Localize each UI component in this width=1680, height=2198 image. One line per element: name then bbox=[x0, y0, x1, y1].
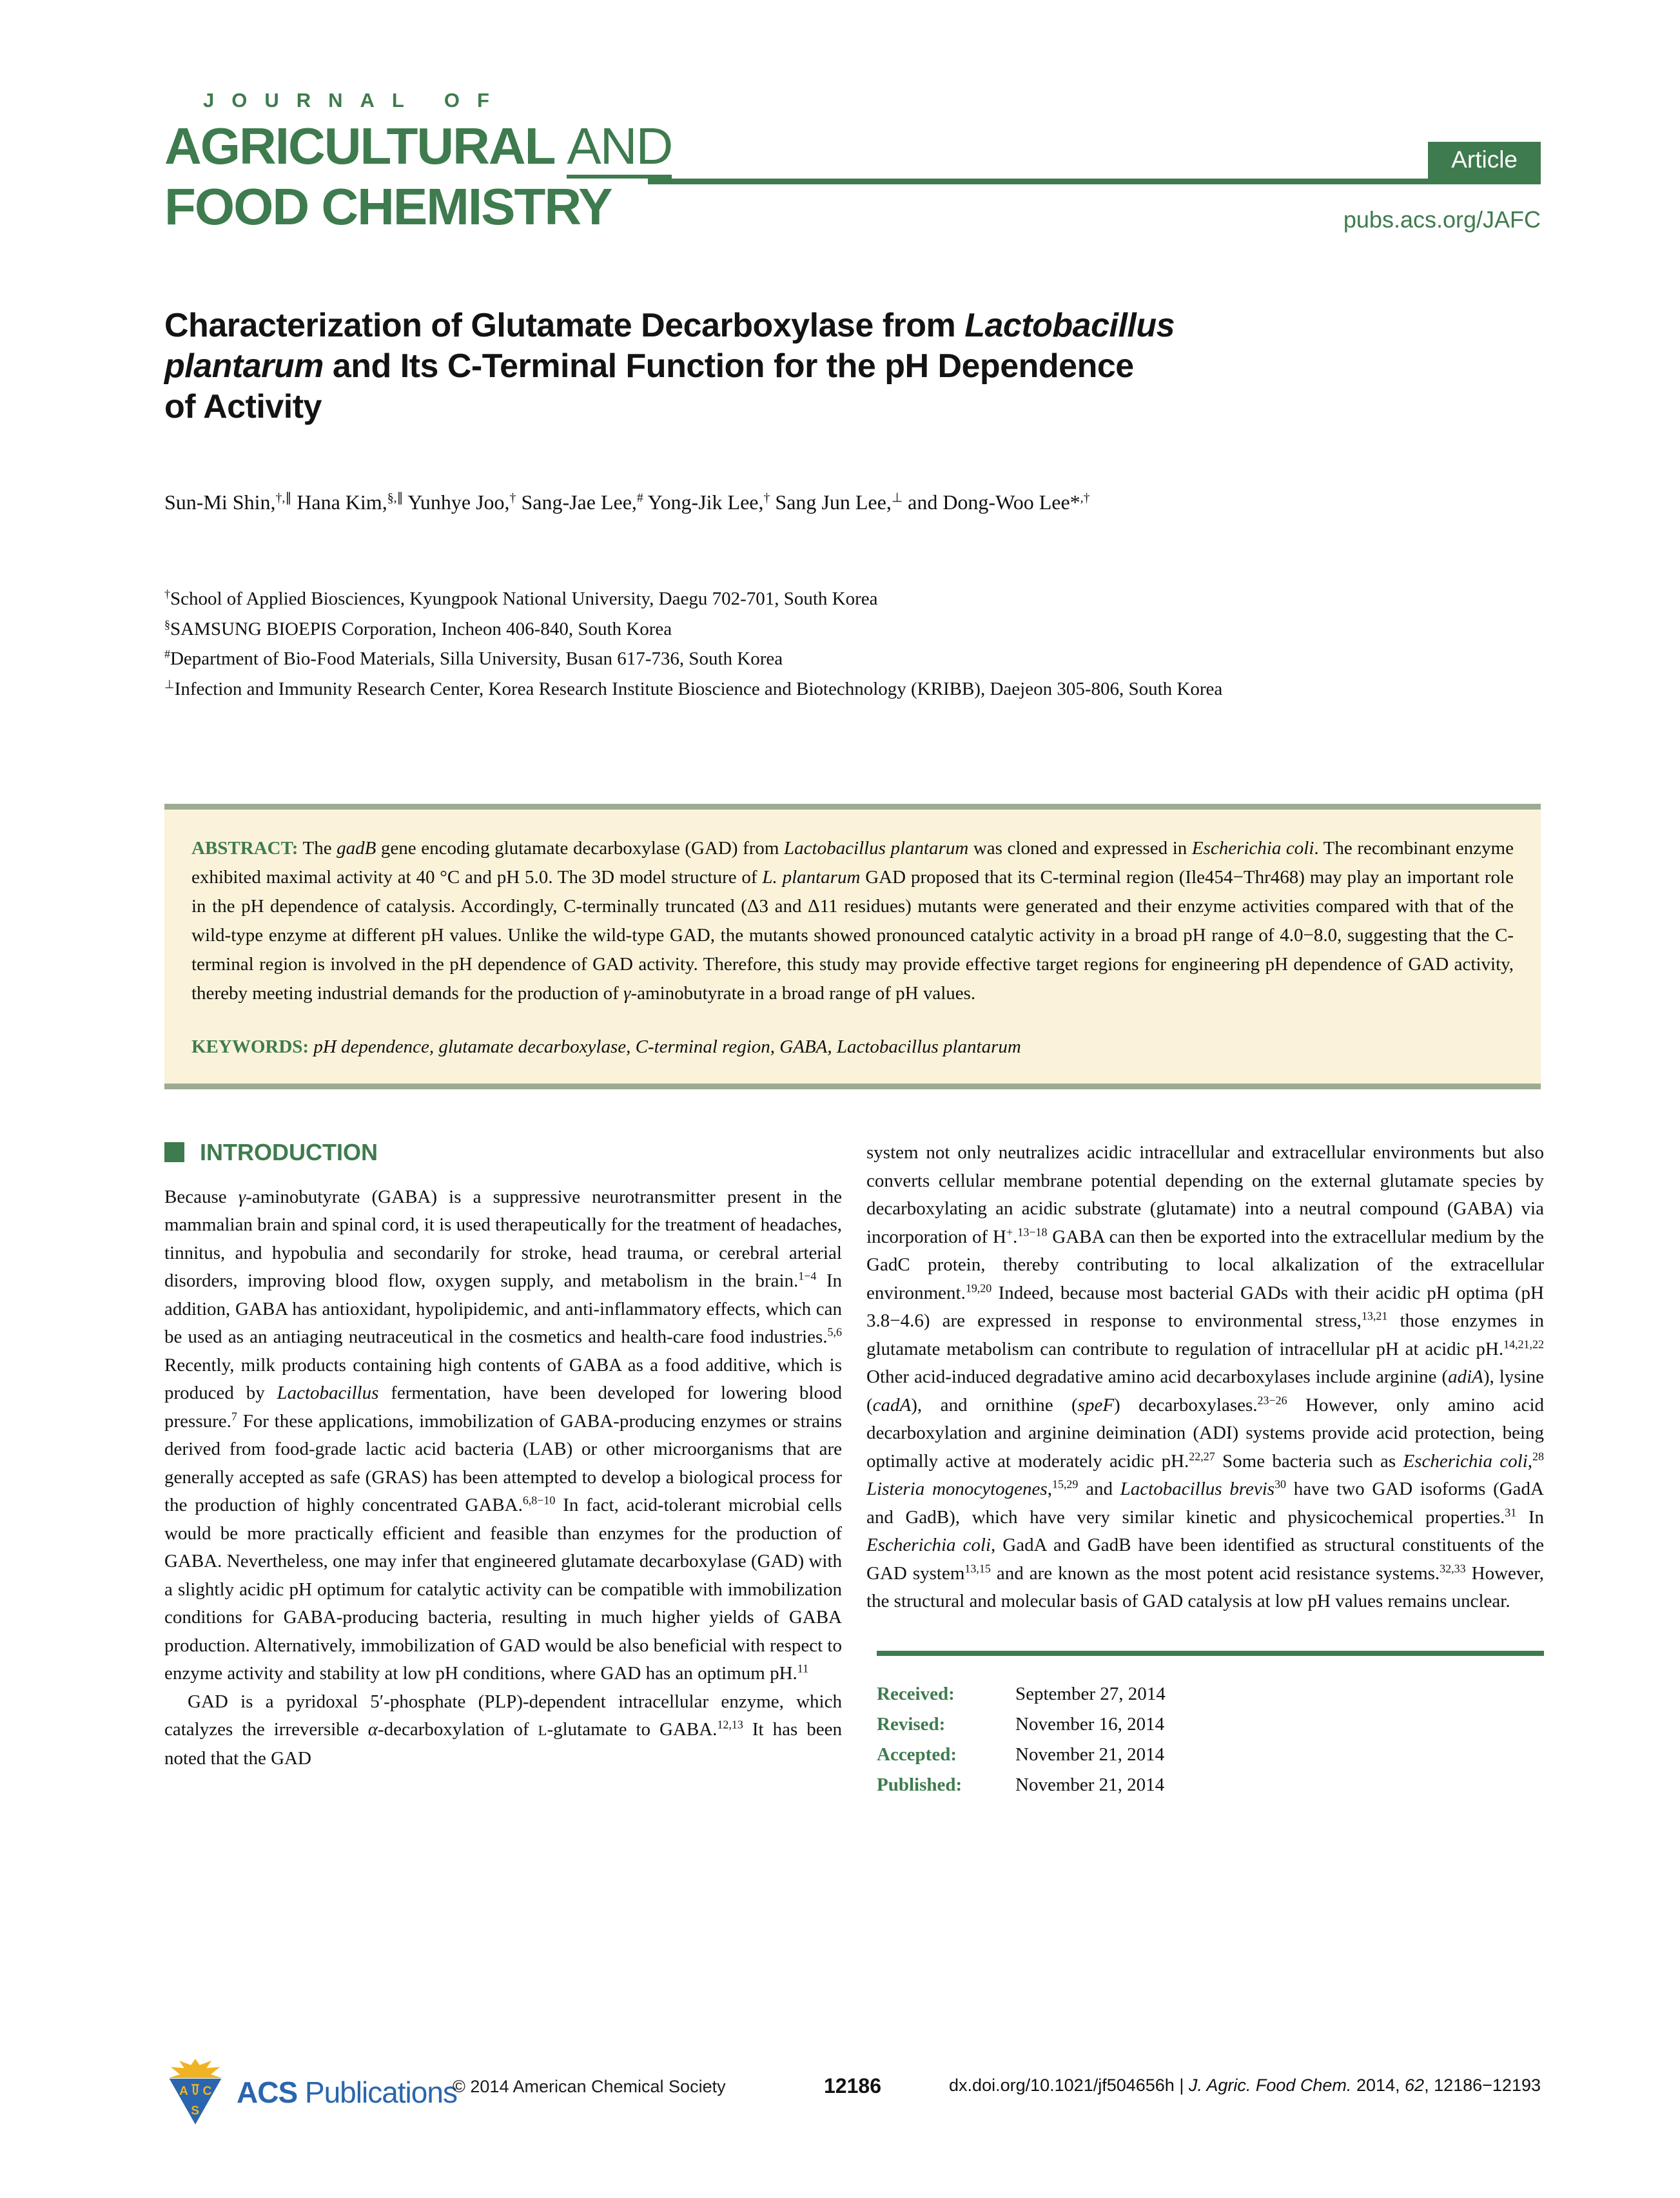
body-column-right bbox=[866, 1137, 1544, 1800]
affiliation-1: †School of Applied Biosciences, Kyungpook National University, Daegu 702-701, South Korea bbox=[164, 587, 878, 609]
abstract-text bbox=[191, 834, 1514, 1008]
published-label: Published: bbox=[877, 1774, 962, 1795]
intro-paragraph-1: Because γ-aminobutyrate (GABA) is a suppressive neurotransmitter present in the mammalian brain and spinal cord, it is used therapeutically for the treatment of headaches, tinnitus, and hypobulia and secondarily for stroke, head trauma, or cerebral arterial disorders, improving blood flow, oxygen supply, and metabolism in the brain.$^{1-4}$ In addition, GABA has antioxidant, hypolipidemic, and anti-inflammatory effects, which can be used as an antiaging neutraceutical in the cosmetics and health-care food industries.$^{5,6}$ Recently, milk products containing high contents of GABA as a food additive, which is produced by Lactobacillus fermentation, have been developed for lowering blood pressure.$^7$ For these applications, immobilization of GABA-producing enzymes or strains derived from food-grade lactic acid bacteria (LAB) or other microorganisms that are generally accepted as safe (GRAS) has been attempted to develop a biological process for the production of highly concentrated GABA.$^{6,8-10}$ In fact, acid-tolerant microbial cells would be more practically efficient and feasible than enzymes for the production of GABA. Nevertheless, one may infer that engineered glutamate decarboxylase (GAD) with a slightly acidic pH optimum for catalytic activity can be compatible with immobilization conditions for GABA-producing bacteria, resulting in much higher yields of GABA production. Alternatively, immobilization of GAD would be also beneficial with respect to enzyme activity and stability at low pH conditions, where GAD has an optimum pH.$^{11}$ bbox=[164, 1186, 843, 1684]
revised-label: Revised: bbox=[877, 1713, 946, 1735]
abstract-label: ABSTRACT: bbox=[191, 838, 298, 859]
keywords-line bbox=[191, 1033, 1514, 1062]
paper-title-line1: Characterization of Glutamate Decarboxylase from Lactobacillus bbox=[164, 307, 1175, 344]
section-square-icon bbox=[164, 1142, 184, 1162]
journal-logo-line3: FOOD CHEMISTRY bbox=[164, 177, 612, 235]
page-footer bbox=[164, 2057, 1541, 2148]
acs-eagle-logo-icon bbox=[164, 2057, 226, 2127]
intro-paragraph-2: GAD is a pyridoxal 5′-phosphate (PLP)-dependent intracellular enzyme, which catalyzes the irreversible α-decarboxylation of L-glutamate to GABA.$^{12,13}$ It has been noted that the GAD bbox=[164, 1691, 842, 1769]
paper-title-line3: of Activity bbox=[164, 388, 322, 425]
paper-title bbox=[164, 306, 1557, 427]
dates-rule bbox=[877, 1651, 1544, 1656]
acs-logo-letter-c: C bbox=[202, 2084, 212, 2098]
accepted-label: Accepted: bbox=[877, 1744, 957, 1765]
acs-brand bbox=[164, 2057, 457, 2127]
page-number: 12186 bbox=[824, 2074, 881, 2097]
journal-logo-and: AND bbox=[567, 117, 672, 179]
published-value: November 21, 2014 bbox=[1015, 1774, 1165, 1795]
article-type-badge: Article bbox=[1428, 142, 1541, 180]
journal-logo-line1: JOURNAL OF bbox=[203, 89, 507, 112]
keywords-label: KEYWORDS: bbox=[191, 1036, 309, 1057]
journal-logo bbox=[164, 89, 672, 233]
abstract-body: The gadB gene encoding glutamate decarboxylase (GAD) from Lactobacillus plantarum was cloned and expressed in Escherichia coli. The recombinant enzyme exhibited maximal activity at 40 °C and pH 5.0. The 3D model structure of L. plantarum GAD proposed that its C-terminal region (Ile454−Thr468) may play an important role in the pH dependence of catalysis. Accordingly, C-terminally truncated (Δ3 and Δ11 residues) mutants were generated and their enzyme activities compared with that of the wild-type enzyme at different pH values. Unlike the wild-type GAD, the mutants showed pronounced catalytic activity in a broad pH range of 4.0−8.0, suggesting that the C-terminal region is involved in the pH dependence of GAD activity. Therefore, this study may provide effective target regions for engineering pH dependence of GAD activity, thereby meeting industrial demands for the production of γ-aminobutyrate in a broad range of pH values. bbox=[191, 838, 1514, 1004]
acs-logo-letter-s: S bbox=[191, 2104, 200, 2118]
paper-title-line2: plantarum and Its C-Terminal Function for the pH Dependence bbox=[164, 347, 1134, 385]
body-columns bbox=[164, 1137, 1544, 1800]
introduction-heading-label: INTRODUCTION bbox=[200, 1139, 378, 1165]
received-value: September 27, 2014 bbox=[1015, 1683, 1166, 1704]
body-column-left bbox=[164, 1137, 842, 1800]
history-row-accepted bbox=[877, 1740, 1544, 1770]
affiliation-4: ⊥Infection and Immunity Research Center, Korea Research Institute Bioscience and Biotechnology (KRIBB), Daejeon 305-806, South Korea bbox=[164, 677, 1223, 699]
affiliation-3: #Department of Bio-Food Materials, Silla University, Busan 617-736, South Korea bbox=[164, 647, 783, 669]
affiliation-2: §SAMSUNG BIOEPIS Corporation, Incheon 406-840, South Korea bbox=[164, 617, 672, 639]
history-row-received bbox=[877, 1679, 1544, 1709]
journal-logo-line2: AGRICULTURAL AND bbox=[164, 120, 672, 173]
history-row-published bbox=[877, 1770, 1544, 1800]
abstract-box bbox=[164, 804, 1541, 1089]
history-row-revised bbox=[877, 1709, 1544, 1740]
doi-citation-link[interactable]: dx.doi.org/10.1021/jf504656h | J. Agric. Food Chem. 2014, 62, 12186−12193 bbox=[949, 2076, 1541, 2095]
received-label: Received: bbox=[877, 1683, 955, 1704]
acs-logo-letter-a: A bbox=[179, 2084, 188, 2098]
keywords-text: pH dependence, glutamate decarboxylase, C-terminal region, GABA, Lactobacillus plantarum bbox=[313, 1036, 1021, 1057]
accepted-value: November 21, 2014 bbox=[1015, 1744, 1165, 1765]
author-list: Sun-Mi Shin,†,∥ Hana Kim,§,∥ Yunhye Joo,† Sang-Jae Lee,# Yong-Jik Lee,† Sang Jun Lee,⊥ and Dong-Woo Lee*,† bbox=[164, 491, 1090, 514]
revised-value: November 16, 2014 bbox=[1015, 1713, 1165, 1735]
article-history bbox=[877, 1679, 1544, 1800]
journal-site-link[interactable]: pubs.acs.org/JAFC bbox=[1343, 206, 1541, 233]
introduction-heading bbox=[164, 1138, 842, 1167]
intro-paragraph-3: system not only neutralizes acidic intracellular and extracellular environments but also converts cellular membrane potential depending on the external glutamate species by decarboxylating an acidic substrate (glutamate) into a neutral compound (GABA) via incorporation of H+.$^{13-18}$ GABA can then be exported into the extracellular medium by the GadC protein, thereby contributing to local alkalization of the extracellular environment.$^{19,20}$ Indeed, because most bacterial GADs with their acidic pH optima (pH 3.8−4.6) are expressed in response to environmental stress,$^{13,21}$ those enzymes in glutamate metabolism can contribute to regulation of intracellular pH at acidic pH.$^{14,21,22}$ Other acid-induced degradative amino acid decarboxylases include arginine (adiA), lysine (cadA), and ornithine (speF) decarboxylases.$^{23-26}$ However, only amino acid decarboxylation and arginine deimination (ADI) systems provide acid protection, being optimally active at moderately acidic pH.$^{22,27}$ Some bacteria such as Escherichia coli,$^{28}$ Listeria monocytogenes,$^{15,29}$ and Lactobacillus brevis$^{30}$ have two GAD isoforms (GadA and GadB), which have very similar kinetic and physicochemical properties.$^{31}$ In Escherichia coli, GadA and GadB have been identified as structural constituents of the GAD system$^{13,15}$ and are known as the most potent acid resistance systems.$^{32,33}$ However, the structural and molecular basis of GAD catalysis at low pH values remains unclear. bbox=[866, 1142, 1545, 1611]
copyright-text: © 2014 American Chemical Society bbox=[453, 2077, 726, 2096]
acs-publications-wordmark: ACS Publications bbox=[237, 2076, 457, 2109]
affiliations bbox=[164, 584, 1550, 704]
header-rule bbox=[648, 179, 1541, 184]
